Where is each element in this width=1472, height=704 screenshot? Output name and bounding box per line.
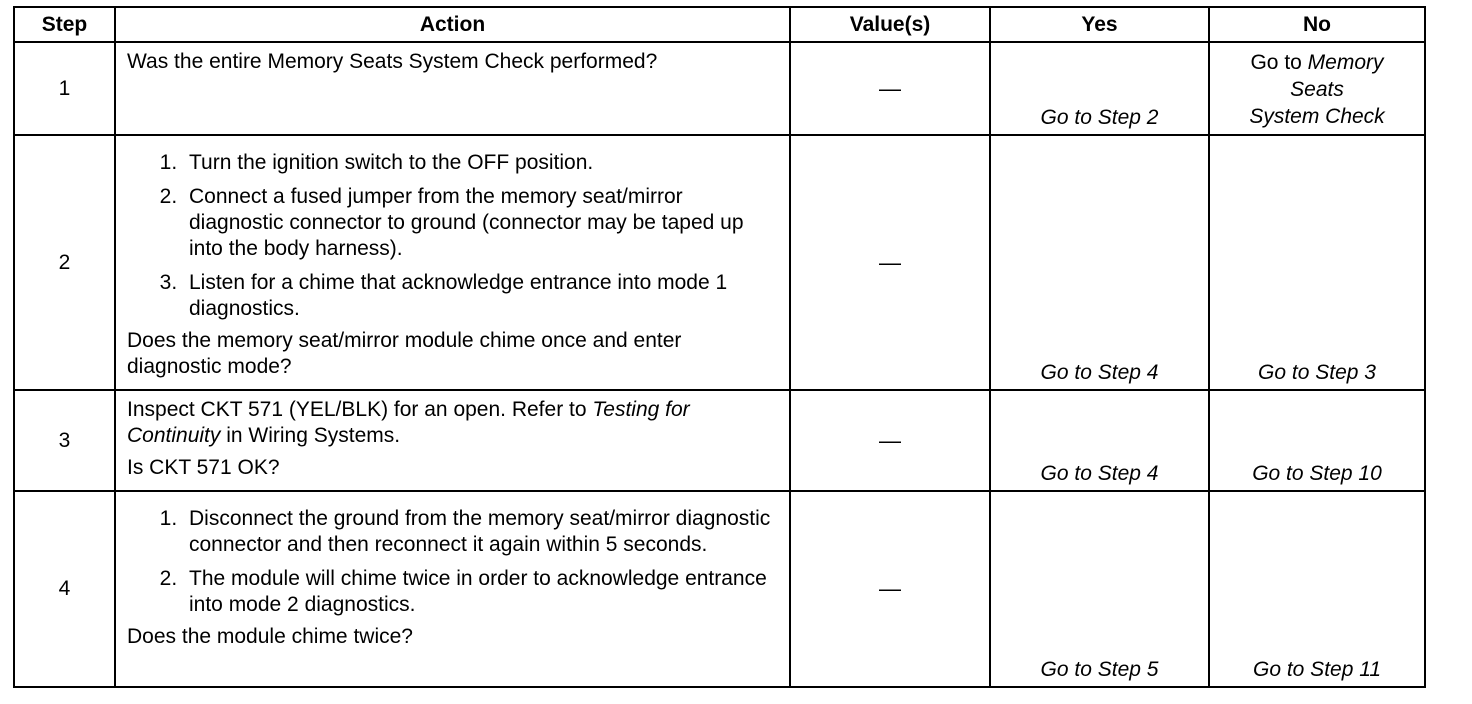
list-item: 2. The module will chime twice in order to acknowledge entrance into mode 2 diagnostics. <box>183 566 781 618</box>
value-cell: — <box>790 390 990 491</box>
no-link-line-2: Seats <box>1290 78 1344 101</box>
list-item: 1. Disconnect the ground from the memory seat/mirror diagnostic connector and then reconnect it again within 5 seconds. <box>183 506 781 558</box>
action-question: Was the entire Memory Seats System Check performed? <box>127 50 658 73</box>
no-cell <box>1209 42 1425 135</box>
no-link-line-1 <box>1210 49 1424 76</box>
value-cell: — <box>790 135 990 390</box>
no-cell: Go to Step 11 <box>1209 491 1425 687</box>
action-cell <box>115 135 790 390</box>
diagnostic-table <box>13 6 1426 688</box>
no-cell: Go to Step 10 <box>1209 390 1425 491</box>
step-number: 3 <box>14 390 115 491</box>
action-question: Is CKT 571 OK? <box>127 456 280 479</box>
list-item: 2. Connect a fused jumper from the memory seat/mirror diagnostic connector to ground (connector may be taped up into the body harness). <box>183 184 781 262</box>
reference-title: Testing for Continuity <box>127 398 690 447</box>
header-row <box>14 7 1425 42</box>
header-no: No <box>1209 7 1425 42</box>
header-step: Step <box>14 7 115 42</box>
no-link-text: Memory <box>1307 51 1384 74</box>
action-question: Does the module chime twice? <box>127 625 413 648</box>
action-list <box>127 506 781 618</box>
action-question: Does the memory seat/mirror module chime once and enter diagnostic mode? <box>127 329 682 378</box>
step-number: 4 <box>14 491 115 687</box>
action-text: Inspect CKT 571 (YEL/BLK) for an open. Refer to Testing for Continuity in Wiring Systems. <box>127 398 690 447</box>
no-cell: Go to Step 3 <box>1209 135 1425 390</box>
yes-cell: Go to Step 4 <box>990 135 1209 390</box>
no-link-line-3: System Check <box>1249 105 1385 128</box>
action-cell <box>115 390 790 491</box>
header-values: Value(s) <box>790 7 990 42</box>
action-cell <box>115 491 790 687</box>
header-action: Action <box>115 7 790 42</box>
step-number: 1 <box>14 42 115 135</box>
no-prefix: Go to <box>1250 51 1308 74</box>
yes-cell: Go to Step 4 <box>990 390 1209 491</box>
list-item: 3. Listen for a chime that acknowledge entrance into mode 1 diagnostics. <box>183 270 781 322</box>
value-cell: — <box>790 42 990 135</box>
action-list <box>127 150 781 322</box>
action-cell <box>115 42 790 135</box>
step-number: 2 <box>14 135 115 390</box>
table-row-step-2 <box>14 135 1425 390</box>
list-item: 1. Turn the ignition switch to the OFF position. <box>183 150 781 176</box>
table-row-step-3 <box>14 390 1425 491</box>
table-row-step-1 <box>14 42 1425 135</box>
header-yes: Yes <box>990 7 1209 42</box>
yes-cell: Go to Step 5 <box>990 491 1209 687</box>
table-row-step-4 <box>14 491 1425 687</box>
yes-cell: Go to Step 2 <box>990 42 1209 135</box>
value-cell: — <box>790 491 990 687</box>
